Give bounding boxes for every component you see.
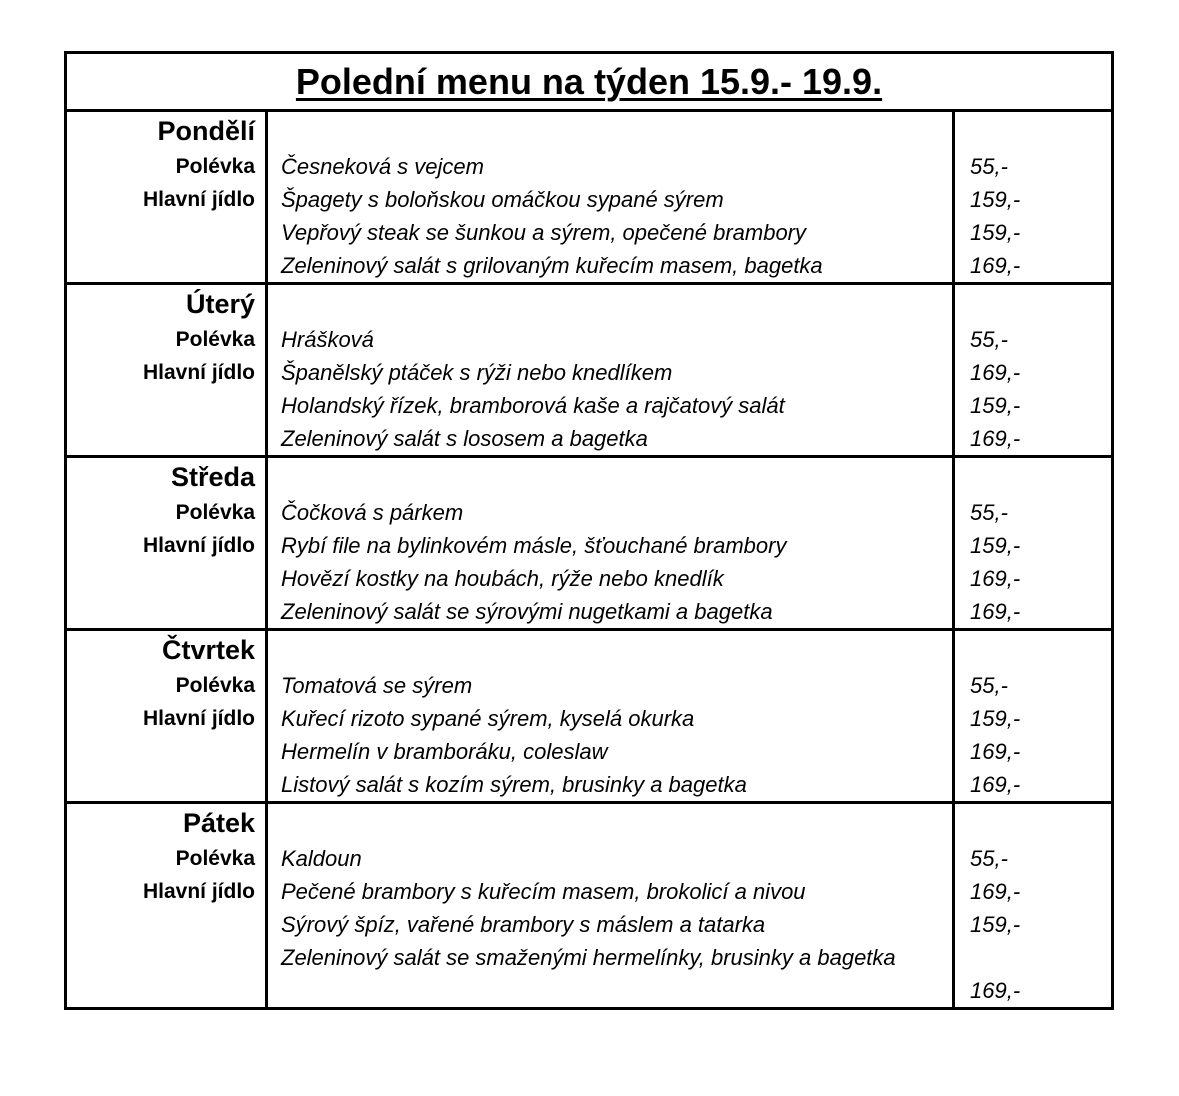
- soup-price: 55,-: [970, 154, 1008, 179]
- main-dish: Holandský řízek, bramborová kaše a rajčatový salát: [281, 393, 785, 418]
- main-course-label: Hlavní jídlo: [142, 361, 255, 384]
- main-price: 159,-: [970, 220, 1021, 245]
- label-column: [67, 112, 268, 282]
- main-price: 169,-: [970, 879, 1021, 904]
- soup-dish: Hrášková: [281, 327, 374, 352]
- day-name: Čtvrtek: [161, 635, 255, 665]
- main-dish: Kuřecí rizoto sypané sýrem, kyselá okurka: [281, 706, 695, 731]
- soup-label: Polévka: [175, 674, 255, 697]
- label-column: [67, 285, 268, 455]
- main-dish: Zeleninový salát s lososem a bagetka: [281, 426, 648, 451]
- soup-price: 55,-: [970, 673, 1008, 698]
- soup-label: Polévka: [175, 155, 255, 178]
- soup-dish: Kaldoun: [281, 846, 362, 871]
- main-price: 169,-: [970, 978, 1021, 1003]
- main-price: 169,-: [970, 772, 1021, 797]
- price-column: [955, 112, 1111, 282]
- main-dish: Sýrový špíz, vařené brambory s máslem a tatarka: [281, 912, 766, 937]
- main-dish: Hovězí kostky na houbách, rýže nebo knedlík: [281, 566, 724, 591]
- main-price: 169,-: [970, 253, 1021, 278]
- soup-dish: Čočková s párkem: [281, 500, 464, 525]
- main-dish: Pečené brambory s kuřecím masem, brokolicí a nivou: [281, 879, 806, 904]
- price-column: [955, 804, 1111, 1007]
- main-course-label: Hlavní jídlo: [142, 880, 255, 903]
- day-block: [67, 112, 1111, 285]
- main-price: 159,-: [970, 393, 1021, 418]
- main-price: 169,-: [970, 739, 1021, 764]
- soup-label: Polévka: [175, 328, 255, 351]
- main-dish: Zeleninový salát se smaženými hermelínky, brusinky a bagetka: [281, 945, 896, 970]
- dish-column: [268, 112, 955, 282]
- soup-label: Polévka: [175, 847, 255, 870]
- soup-price: 55,-: [970, 846, 1008, 871]
- main-course-label: Hlavní jídlo: [142, 188, 255, 211]
- day-name: Pondělí: [157, 116, 255, 146]
- main-price: 159,-: [970, 706, 1021, 731]
- menu-title: [67, 54, 1111, 112]
- day-block: [67, 804, 1111, 1007]
- main-dish: Hermelín v bramboráku, coleslaw: [281, 739, 608, 764]
- menu-table: [64, 51, 1114, 1010]
- main-course-label: Hlavní jídlo: [142, 534, 255, 557]
- main-dish: Špagety s boloňskou omáčkou sypané sýrem: [281, 187, 724, 212]
- soup-price: 55,-: [970, 327, 1008, 352]
- dish-column: [268, 804, 955, 1007]
- soup-price: 55,-: [970, 500, 1008, 525]
- main-dish: Listový salát s kozím sýrem, brusinky a bagetka: [281, 772, 747, 797]
- main-price: 159,-: [970, 187, 1021, 212]
- days-container: [67, 112, 1111, 1007]
- main-price: 169,-: [970, 599, 1021, 624]
- dish-column: [268, 631, 955, 801]
- label-column: [67, 631, 268, 801]
- day-block: [67, 631, 1111, 804]
- main-dish: Vepřový steak se šunkou a sýrem, opečené brambory: [281, 220, 807, 245]
- main-dish: Zeleninový salát s grilovaným kuřecím masem, bagetka: [281, 253, 823, 278]
- main-price: 169,-: [970, 360, 1021, 385]
- main-price: 159,-: [970, 533, 1021, 558]
- menu-title-text: Polední menu na týden 15.9.- 19.9.: [295, 61, 883, 102]
- label-column: [67, 458, 268, 628]
- day-block: [67, 458, 1111, 631]
- day-name: Pátek: [182, 808, 255, 838]
- main-price: 159,-: [970, 912, 1021, 937]
- label-column: [67, 804, 268, 1007]
- soup-label: Polévka: [175, 501, 255, 524]
- day-block: [67, 285, 1111, 458]
- main-price: 169,-: [970, 426, 1021, 451]
- soup-dish: Česneková s vejcem: [281, 154, 484, 179]
- price-column: [955, 631, 1111, 801]
- day-name: Středa: [170, 462, 255, 492]
- dish-column: [268, 458, 955, 628]
- main-dish: Zeleninový salát se sýrovými nugetkami a bagetka: [281, 599, 773, 624]
- main-price: 169,-: [970, 566, 1021, 591]
- main-course-label: Hlavní jídlo: [142, 707, 255, 730]
- price-column: [955, 285, 1111, 455]
- main-dish: Španělský ptáček s rýži nebo knedlíkem: [281, 360, 673, 385]
- day-name: Úterý: [185, 289, 255, 319]
- main-dish: Rybí file na bylinkovém másle, šťouchané brambory: [281, 533, 787, 558]
- price-column: [955, 458, 1111, 628]
- soup-dish: Tomatová se sýrem: [281, 673, 473, 698]
- dish-column: [268, 285, 955, 455]
